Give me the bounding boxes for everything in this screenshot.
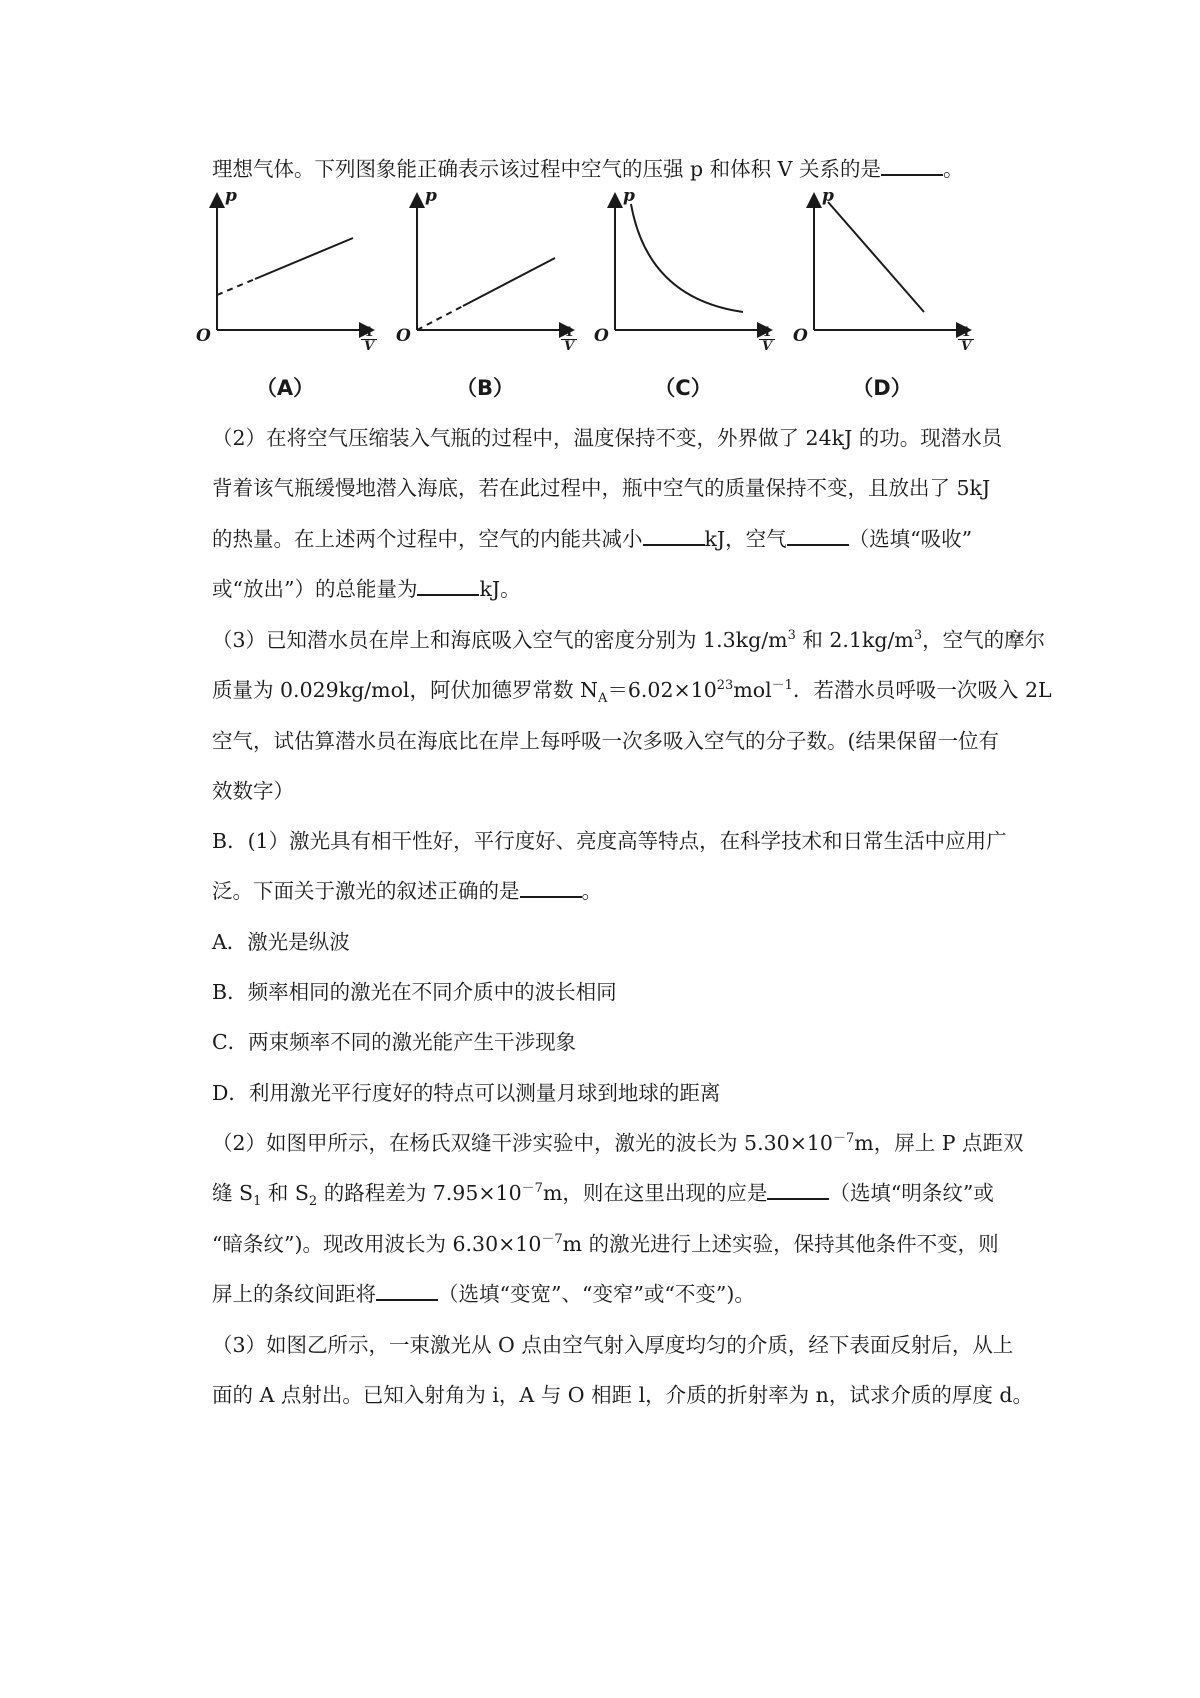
option-a[interactable]: A．激光是纵波 [212, 930, 350, 954]
answer-blank[interactable] [417, 576, 479, 596]
b1-line-1: B．(1）激光具有相干性好，平行度好、亮度高等特点，在科学技术和日常生活中应用广 [212, 829, 1007, 853]
q2-line-2: 背着该气瓶缓慢地潜入海底，若在此过程中，瓶中空气的质量保持不变，且放出了 5kJ [212, 476, 991, 500]
b1-line-2: 泛。下面关于激光的叙述正确的是 。 [212, 879, 602, 903]
origin-label: O [594, 326, 609, 346]
pv-graphs [196, 186, 1065, 410]
q3-line-2: 质量为 0.029kg/mol，阿伏加德罗常数 $N_A=6.02\times 10^{23}mol^{-1}$．若潜水员呼吸一次吸入 2L [212, 678, 1052, 707]
y-axis-label: p [225, 186, 237, 206]
y-axis-label: p [623, 186, 635, 206]
answer-blank[interactable] [376, 1281, 438, 1301]
graph-a[interactable] [196, 186, 415, 410]
option-b[interactable]: B．频率相同的激光在不同介质中的波长相同 [212, 980, 617, 1004]
origin-label: O [793, 326, 808, 346]
b2-line-2: 缝 $S_1$ 和 $S_2$ 的路程差为 $7.95\times 10^{-7}m$，则在这里出现的应是 （选填“明条纹”或 [212, 1181, 994, 1210]
graph-label: （A） [255, 376, 315, 400]
q2-line-1: （2）在将空气压缩装入气瓶的过程中，温度保持不变，外界做了 24kJ 的功。现潜水员 [212, 426, 1003, 450]
graph-label: （D） [852, 376, 912, 400]
b2-line-4: 屏上的条纹间距将 （选填“变宽”、“变窄”或“不变”)。 [212, 1282, 755, 1306]
answer-blank[interactable] [643, 526, 705, 546]
graph-b[interactable] [396, 186, 615, 410]
x-axis-label: $\frac{1}{V}$ [759, 326, 775, 353]
graph-d[interactable] [793, 186, 1012, 410]
origin-label: O [196, 326, 211, 346]
origin-label: O [396, 326, 411, 346]
b3-line-1: （3）如图乙所示，一束激光从 O 点由空气射入厚度均匀的介质，经下表面反射后，从上 [212, 1333, 1014, 1357]
answer-blank[interactable] [520, 878, 582, 898]
graph-label: （B） [455, 376, 514, 400]
q2-line-3: 的热量。在上述两个过程中，空气的内能共减小 kJ，空气 （选填“吸收” [212, 527, 973, 551]
x-axis-label: $\frac{1}{V}$ [561, 326, 577, 353]
b2-line-3: “暗条纹”)。现改用波长为 $6.30\times 10^{-7}m$ 的激光进行上述实验，保持其他条件不变，则 [212, 1232, 999, 1256]
graph-c[interactable] [594, 186, 813, 410]
b2-line-1: （2）如图甲所示，在杨氏双缝干涉实验中，激光的波长为 $5.30\times 10^{-7}m$，屏上 P 点距双 [212, 1131, 1024, 1155]
option-c[interactable]: C．两束频率不同的激光能产生干涉现象 [212, 1030, 577, 1054]
answer-blank[interactable] [767, 1180, 829, 1200]
x-axis-label: $\frac{1}{V}$ [361, 326, 377, 353]
intro-line: 理想气体。下列图象能正确表示该过程中空气的压强 p 和体积 V 关系的是 。 [212, 157, 964, 181]
q3-line-1: （3）已知潜水员在岸上和海底吸入空气的密度分别为 $1.3kg/m^3$ 和 $2.1kg/m^3$，空气的摩尔 [212, 628, 1046, 652]
graph-label: （C） [654, 376, 712, 400]
q3-line-3: 空气，试估算潜水员在海底比在岸上每呼吸一次多吸入空气的分子数。(结果保留一位有 [212, 729, 999, 753]
q3-line-4: 效数字） [212, 779, 294, 803]
answer-blank[interactable] [787, 526, 849, 546]
option-d[interactable]: D．利用激光平行度好的特点可以测量月球到地球的距离 [212, 1081, 721, 1105]
y-axis-label: p [425, 186, 437, 206]
b3-line-2: 面的 A 点射出。已知入射角为 i，A 与 O 相距 l，介质的折射率为 n，试求介质的厚度 d。 [212, 1383, 1033, 1407]
x-axis-label: $\frac{1}{V}$ [958, 326, 974, 353]
y-axis-label: p [822, 186, 834, 206]
answer-blank[interactable] [881, 156, 943, 176]
q2-line-4: 或“放出”）的总能量为 kJ。 [212, 577, 521, 601]
